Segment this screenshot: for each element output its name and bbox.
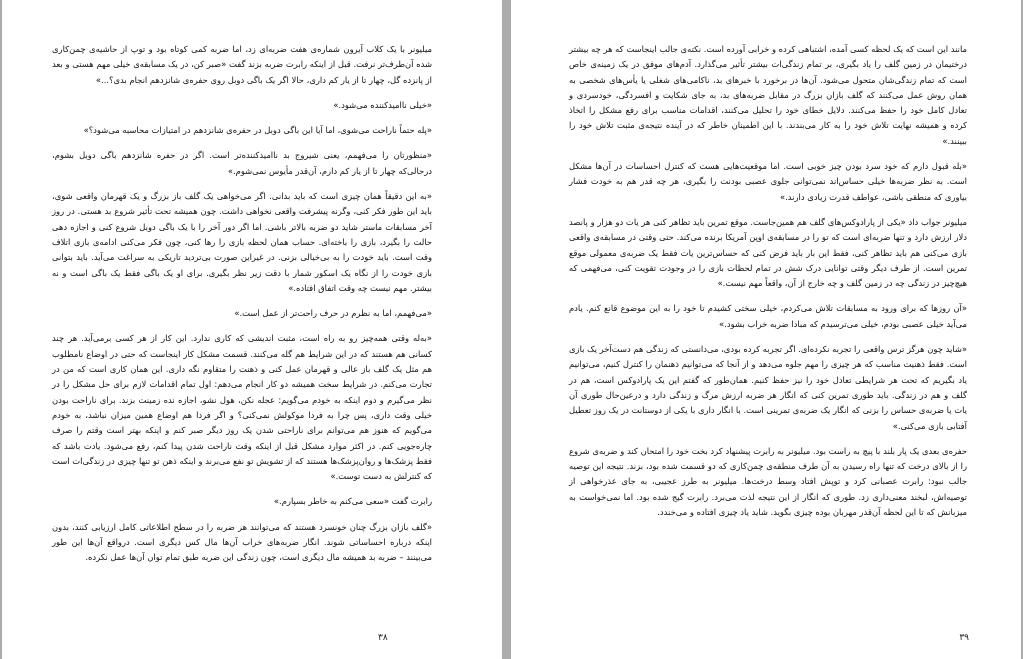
page-number: ۳۹ — [959, 633, 969, 643]
page-number: ۳۸ — [378, 633, 388, 643]
left-page-text — [52, 42, 432, 566]
paragraph: «گلف بازان بزرگ چنان خونسرد هستند که می‌توانند هر ضربه را در سطح اطلاعاتی کامل ارزیابی کنند، بدون اینکه درباره احساساتی شوند. انگار ضربه‌های خراب آن‌ها مال کس دیگری است. درواقع آن‌ها این طور می‌بینند – ضربه بد همیشه مال دیگری است، چون زندگی این ضربه طبق تمام توان آن‌ها عمل نکرده. — [52, 521, 432, 563]
paragraph: «می‌فهمم، اما به نظرم در حرف راحت‌تر از عمل است.» — [234, 308, 432, 319]
paragraph: «خیلی ناامیدکننده می‌شود.» — [333, 99, 432, 110]
paragraph: میلیونر جواب داد «یکی از پارادوکس‌های گلف هم همین‌جاست. موقع تمرین باید تظاهر کنی هر یات دو هزار و پانصد دلار ارزش دارد و تنها ضربه‌ای است که تو را در مسابقه‌ی اوپن آمریکا برنده می‌کند. حتی وقتی در مسابقه‌ی واقعی بازی می‌کنی هم باید تظاهر کنی، فقط این بار باید فرض کنی که حساس‌ترین یات فقط یک ضربه‌ی معمولی موقع تمرین است. از طرف دیگر وقتی توانایی درک شش در تمام لحظات بازی را در وجودت تقویت کنی، می‌فهمی که هیچ‌چیز در زندگی چه در زمین گلف و چه خارج از آن، واقعاً مهم نیست.» — [569, 216, 967, 289]
right-page-text — [569, 42, 967, 520]
paragraph: «به‌له وقتی همه‌چیز رو به راه است، مثبت اندیشی که کاری ندارد. این کار از هر کسی برمی‌آید. هر چند کسانی هم هستند که در این شرایط هم گله می‌کنند. قسمت مشکل کار اینجاست که حتی در اوضاع نامطلوب هم مثل یک گلف باز عالی و قهرمان عمل کنی و ذهنت را متقاوم نگه داری. این همان کاری است که من در تجارت می‌کنم. در شرایط سخت همیشه دو کار انجام می‌دهم: اول تمام اقدامات لازم برای حل مشکل را در نظر می‌گیرم و دوم اینکه به خودم می‌گویم: عجله نکن، هول نشو، اجازه نده زمینت بزند. برای ناراحت بودن خیلی وقت داری، پس چرا به فردا موکولش نمی‌کنی؟ و اگر فردا هم اوضاع همین میزان نباشد، به خودم می‌گویم که هنوز هم می‌توانم برای ناراحتی شدن یک روز دیگر صبر کنم و اینکه بهتر است وقتم را صرف چاره‌جویی کنم. در اکثر موارد مشکل قبل از اینکه وقت ناراحت شدن پیدا کنم، رفع می‌شود. یادت باشد که فقط پزشک‌ها و روان‌پزشک‌ها هستند که از تشویش تو نفع می‌برند و اینکه ذهن تو تنها چیزی در زندگی‌ات است که کنترلش به دست توست.» — [52, 333, 432, 482]
paragraph: «آن روزها که برای ورود به مسابقات تلاش می‌کردم، خیلی سختی کشیدم تا خود را به این موضوع قانع کنم. یادم می‌آید خیلی عصبی بودم، خیلی می‌ترسیدم که مبادا ضربه خراب بشود.» — [569, 303, 967, 329]
paragraph: «منظورتان را می‌فهمم، یعنی شیروج بد ناامیدکننده‌تر است. اگر در حفره شانزدهم باگی دوبل بشوم، درحالی‌که چهار تا از یار کم دارم، آن‌قدر مأیوس نمی‌شوم.» — [52, 150, 432, 176]
paragraph: میلیونر با یک کلاب آیرون شماره‌ی هفت ضربه‌ای زد، اما ضربه کمی کوتاه بود و توپ از حاشیه‌ی چمن‌کاری شده آن‌طرف‌تر نرفت. قبل از اینکه رابرت ضربه بزند گفت «صبر کن، در یک مسابقه‌ی خیلی مهم هستی و بعد از پانزده گل، چهار تا از یار کم داری، حالا اگر یک باگی دوبل روی حفره‌ی شانزدهم انجام بدی؟...» — [52, 44, 432, 85]
paragraph: «پله حتماً ناراحت می‌شوی، اما آیا این باگی دوبل در حفره‌ی شانزدهم در امتیازات محاسبه می‌شود؟» — [83, 125, 432, 136]
paragraph: «شاید چون هرگز ترس واقعی را تجربه نکرده‌ای. اگر تجربه کرده بودی، می‌دانستی که زندگی هم دست‌آخر یک بازی است. فقط ذهنیت مناسب که هر چیزی را مهم جلوه می‌دهد و از آنجا که می‌توانیم ذهنمان را کنترل کنیم، می‌توانیم یاد بگیریم که تحت هر شرایطی تعادل خود را نیز حفظ کنیم. همان‌طور که گفتم این یک پارادوکس است، هم در گلف و هم در زندگی. باید طوری تمرین کنی که انگار هر ضربه ارزش مرگ و زندگی دارد و درعین‌حال طوری آن یات یا ضربه‌ی حساس را بزنی که انگار یک ضربه‌ی تمرینی است. با انگار داری با یکی از دوستانت در یک روز تعطیل آفتابی بازی می‌کنی.» — [569, 344, 967, 431]
paragraph: «بله قبول دارم که خود سرد بودن چیز خوبی است. اما موقعیت‌هایی هست که کنترل احساسات در آن‌ها مشکل است. به نظر ضربه‌ها خیلی حساس‌اند نمی‌توانی جلوی عصبی بودنت را بگیری، هر چه قدر هم به خودت فشار بیاوری که منطقی باشی، عواطف قدرت زیادی دارند.» — [569, 161, 967, 202]
paragraph: حفره‌ی بعدی یک پار بلند با پیچ به راست بود. میلیونر به رابرت پیشنهاد کرد بخت خود را امتحان کند و ضربه‌ی شروع را از بالای درخت که تنها راه رسیدن به آن طرف منطقه‌ی چمن‌کاری که دو قسمت شده بود، بزند. نتیجه این توصیه جالب نبود: رابرت عصبانی کرد و توپش افتاد وسط درخت‌ها. میلیونر به طرز عجیبی، به جای عذرخواهی از توصیه‌اش، لبخند معنی‌داری زد. طوری که انگار از این نتیجه لذت می‌برد. رابرت گیج شده بود. اما نمی‌خواست به میزبانش که تا این لحظه آن‌قدر مهربان بوده چیزی بگوید. شاید یاد چیزی افتاده و می‌خندد. — [569, 445, 967, 518]
paragraph: «به این دقیقاً همان چیزی است که باید بدانی. اگر می‌خواهی یک گلف باز بزرگ و یک قهرمان واقعی شوی، باید این طور فکر کنی، وگرنه پیشرفت واقعی نخواهی داشت. چون همیشه تحت تأثیر شروع بد هستی. در روز آخر مسابقات ماستر شاید دو ضربه بالاتر باشی. اما اگر دور آخر را با یک باگی دوبل شروع کنی و اجازه دهی حالت را بگیرد، بازی را باخته‌ای. حساب همان لحظه بازی را رها کنی، چون فکر می‌کنی ادامه‌ی بازی اتلاف وقت است. باید خودت را به بی‌خیالی بزنی. در غیراین صورت بی‌تردید تاریکی به سراغت می‌آید. باید بتوانی بازی خودت را از نگاه یک اسکور شمار با دقت زیر نظر بگیری. برای او یک باگی فقط یک باگی است و نه بیشتر. مهم نیست چه وقت اتفاق افتاده.» — [52, 191, 432, 293]
left-page — [2, 0, 502, 659]
paragraph: رابرت گفت «سعی می‌کنم به خاطر بسپارم.» — [273, 496, 432, 507]
paragraph: مانند این است که یک لحظه کسی آمده، اشتباهی کرده و خرابی آورده است. نکته‌ی جالب اینجاست که هر چه بیشتر درختیمان در زمین گلف را یاد بگیری، بر تمام زندگی‌ات بیشتر تأثیر می‌گذارد. آدم‌های موفق در یک زمینه‌ی خاص است که تمام زندگی‌شان متحول می‌شود. آن‌ها در برخورد با خبرهای بد، ناکامی‌های شغلی یا یأس‌های شخصی به همان روش عمل می‌کنند که گلف بازان بزرگ در مقابل ضربه‌های بد، به جای شکایت و افسردگی، خودسردی و تعادل کامل خود را حفظ می‌کنند. دلایل خطای خود را تحلیل می‌کنند، اقدامات مناسب برای رفع مشکل را اتخاذ کرده و همیشه نهایت تلاش خود را به کار می‌بندند. با این اطمینان خاطر که در آینده نتیجه‌ی مثبت تلاش خود را ببینند.» — [569, 44, 967, 146]
right-page — [511, 0, 1021, 659]
